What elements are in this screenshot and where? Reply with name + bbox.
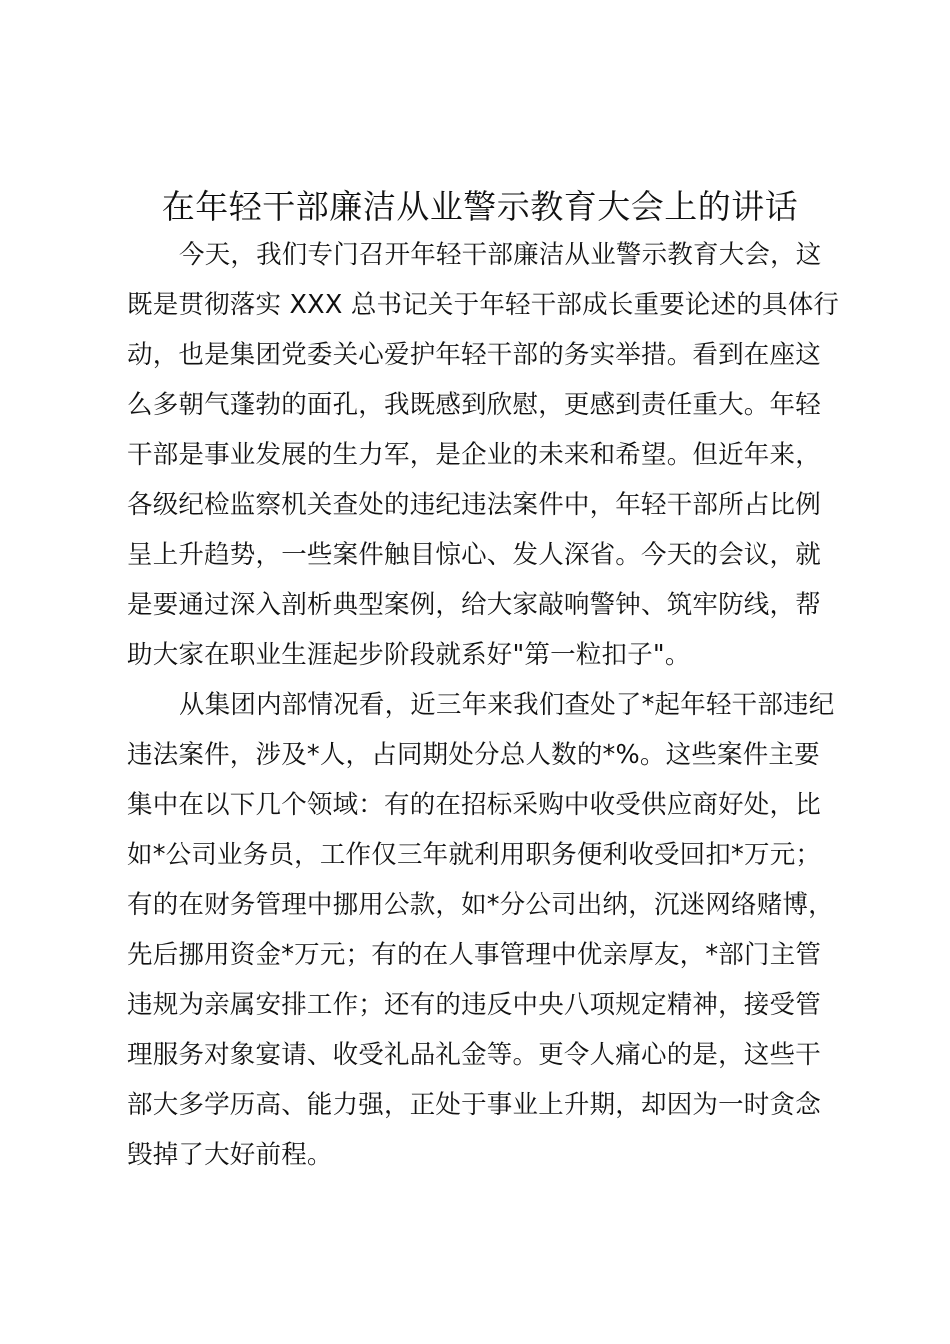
paragraph-line: 呈上升趋势，一些案件触目惊心、发人深省。今天的会议，就 — [127, 540, 821, 570]
paragraph-line: 各级纪检监察机关查处的违纪违法案件中，年轻干部所占比例 — [127, 490, 821, 520]
paragraph-2 — [127, 680, 837, 1180]
paragraph-1 — [127, 230, 840, 680]
paragraph-line: 违规为亲属安排工作；还有的违反中央八项规定精神，接受管 — [127, 990, 821, 1020]
paragraph-line: 是要通过深入剖析典型案例，给大家敲响警钟、筑牢防线，帮 — [127, 590, 821, 620]
document-title: 在年轻干部廉洁从业警示教育大会上的讲话 — [161, 187, 799, 226]
paragraph-line: 先后挪用资金*万元；有的在人事管理中优亲厚友，*部门主管 — [127, 940, 822, 970]
paragraph-line: 毁掉了大好前程。 — [127, 1140, 333, 1170]
paragraph-line: 有的在财务管理中挪用公款，如*分公司出纳，沉迷网络赌博， — [127, 890, 834, 920]
paragraph-line: 部大多学历高、能力强，正处于事业上升期，却因为一时贪念 — [127, 1090, 821, 1120]
paragraph-line: 违法案件，涉及*人，占同期处分总人数的*%。这些案件主要 — [127, 740, 820, 770]
paragraph-line: 么多朝气蓬勃的面孔，我既感到欣慰，更感到责任重大。年轻 — [127, 390, 821, 420]
paragraph-line: 既是贯彻落实 XXX 总书记关于年轻干部成长重要论述的具体行 — [127, 290, 840, 320]
paragraph-line: 助大家在职业生涯起步阶段就系好"第一粒扣子"。 — [127, 640, 691, 670]
paragraph-line: 今天，我们专门召开年轻干部廉洁从业警示教育大会，这 — [179, 240, 822, 270]
document-body — [127, 230, 840, 1180]
paragraph-line: 如*公司业务员，工作仅三年就利用职务便利收受回扣*万元； — [127, 840, 822, 870]
paragraph-line: 集中在以下几个领域：有的在招标采购中收受供应商好处，比 — [127, 790, 821, 820]
paragraph-line: 从集团内部情况看，近三年来我们查处了*起年轻干部违纪 — [179, 690, 835, 720]
paragraph-line: 干部是事业发展的生力军，是企业的未来和希望。但近年来， — [127, 440, 821, 470]
paragraph-line: 动，也是集团党委关心爱护年轻干部的务实举措。看到在座这 — [127, 340, 821, 370]
paragraph-line: 理服务对象宴请、收受礼品礼金等。更令人痛心的是，这些干 — [127, 1040, 821, 1070]
